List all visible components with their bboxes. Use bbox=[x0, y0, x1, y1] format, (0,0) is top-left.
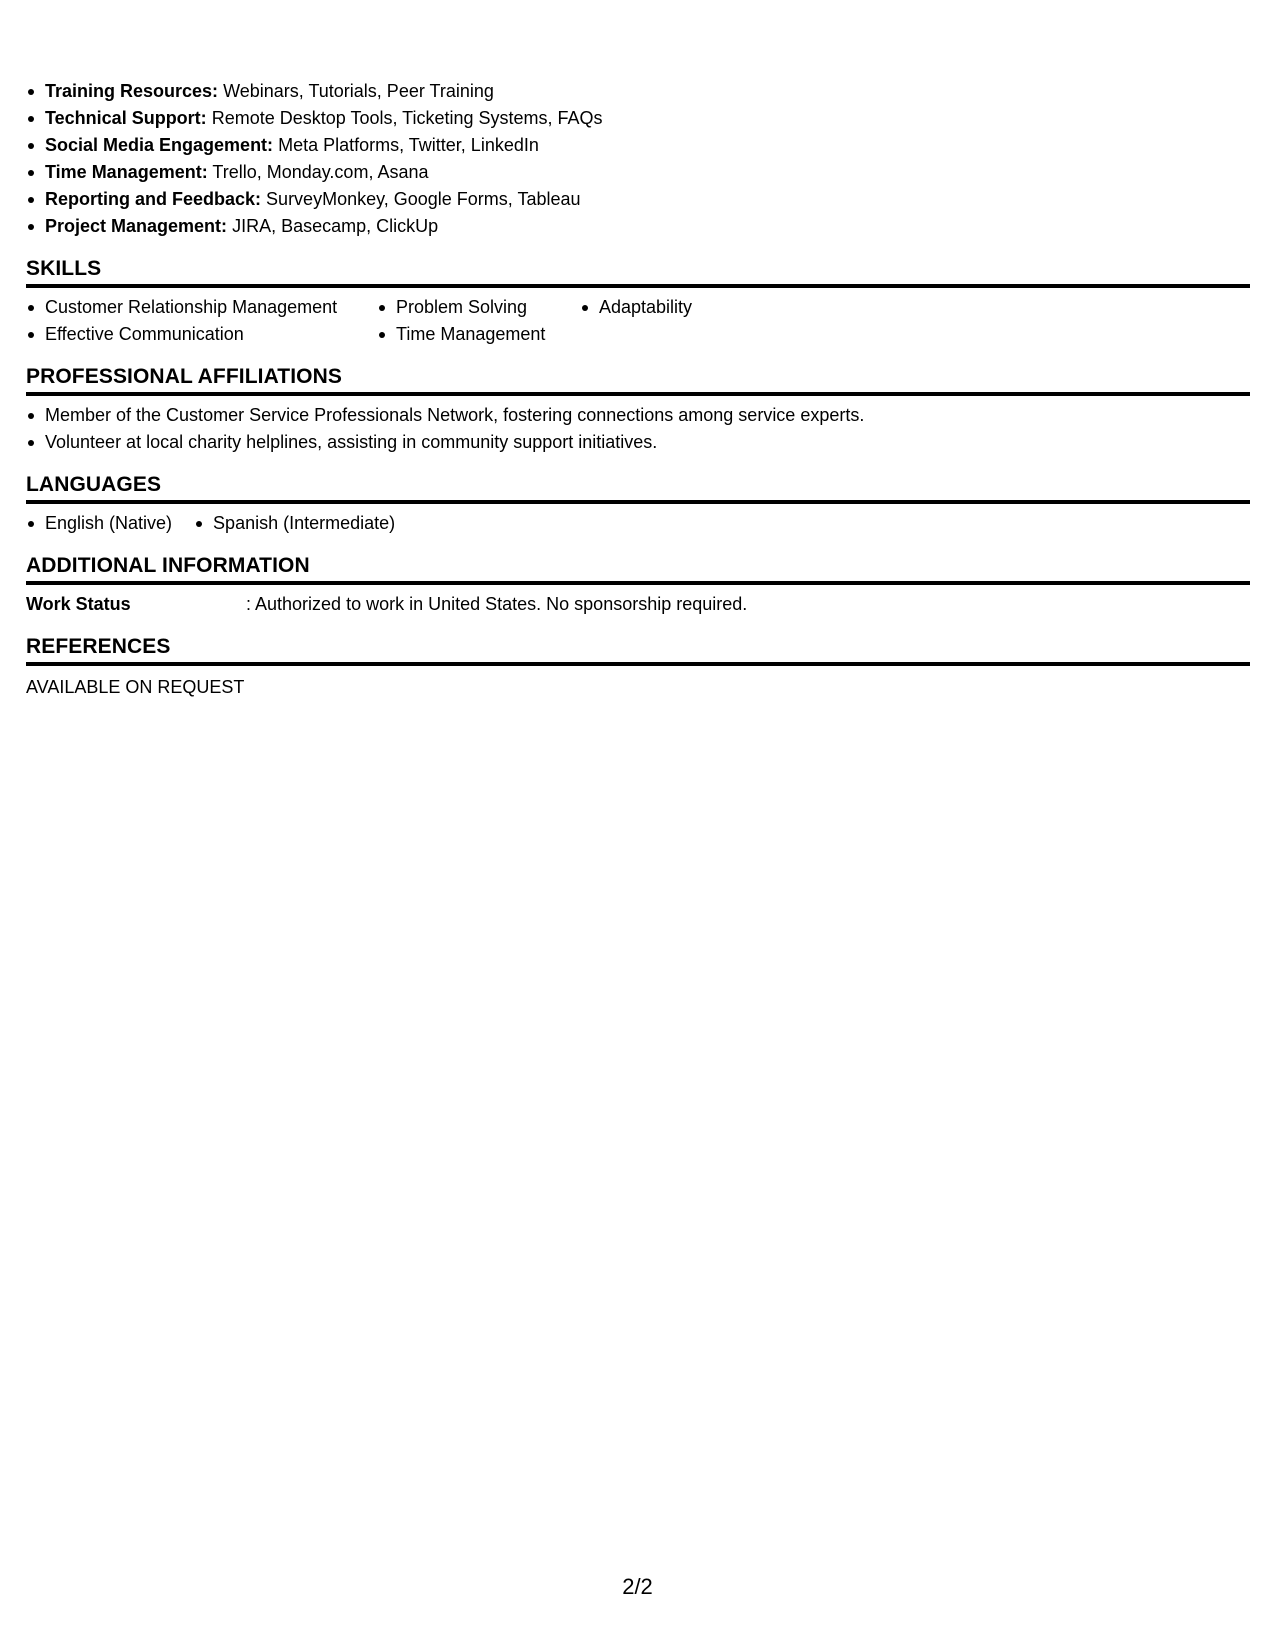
tool-category-label: Technical Support: bbox=[45, 108, 207, 128]
references-section bbox=[26, 634, 1250, 701]
list-item bbox=[26, 78, 1250, 105]
list-item: Problem Solving bbox=[377, 294, 580, 321]
tool-category-label: Training Resources: bbox=[45, 81, 219, 101]
section-title: ADDITIONAL INFORMATION bbox=[26, 553, 1250, 585]
resume-content bbox=[26, 78, 1250, 701]
section-title: REFERENCES bbox=[26, 634, 1250, 666]
list-item bbox=[26, 186, 1250, 213]
tool-category-value: Remote Desktop Tools, Ticketing Systems, FAQs bbox=[211, 108, 603, 128]
tool-category-value: Webinars, Tutorials, Peer Training bbox=[223, 81, 494, 101]
list-item: Volunteer at local charity helplines, assisting in community support initiatives. bbox=[26, 429, 1250, 456]
list-item: Customer Relationship Management bbox=[26, 294, 377, 321]
tool-category-value: Trello, Monday.com, Asana bbox=[212, 162, 429, 182]
work-status-label: Work Status bbox=[26, 594, 131, 614]
languages-list bbox=[26, 510, 1250, 537]
tool-category-value: JIRA, Basecamp, ClickUp bbox=[232, 216, 439, 236]
list-item bbox=[26, 159, 1250, 186]
tool-category-label: Reporting and Feedback: bbox=[45, 189, 262, 209]
work-status-value: : Authorized to work in United States. No sponsorship required. bbox=[246, 594, 748, 614]
list-item: English (Native) bbox=[26, 510, 172, 537]
page-number: 2/2 bbox=[622, 1574, 653, 1599]
skills-section bbox=[26, 256, 1250, 348]
section-title: LANGUAGES bbox=[26, 472, 1250, 504]
languages-section bbox=[26, 472, 1250, 537]
list-item bbox=[26, 132, 1250, 159]
section-title: SKILLS bbox=[26, 256, 1250, 288]
list-item: Adaptability bbox=[580, 294, 1250, 321]
work-status-row bbox=[26, 591, 1250, 618]
references-text: AVAILABLE ON REQUEST bbox=[26, 677, 245, 697]
tools-list bbox=[26, 78, 1250, 240]
list-item: Effective Communication bbox=[26, 321, 377, 348]
list-item: Time Management bbox=[377, 321, 580, 348]
list-item bbox=[26, 213, 1250, 240]
additional-info-section bbox=[26, 553, 1250, 618]
tool-category-label: Social Media Engagement: bbox=[45, 135, 274, 155]
tool-category-label: Project Management: bbox=[45, 216, 228, 236]
list-item: Member of the Customer Service Professionals Network, fostering connections among service experts. bbox=[26, 402, 1250, 429]
affiliations-list bbox=[26, 402, 1250, 456]
list-item bbox=[26, 105, 1250, 132]
list-item: Spanish (Intermediate) bbox=[194, 510, 395, 537]
tool-category-value: SurveyMonkey, Google Forms, Tableau bbox=[266, 189, 581, 209]
skills-list bbox=[26, 294, 1250, 348]
section-title: PROFESSIONAL AFFILIATIONS bbox=[26, 364, 1250, 396]
tool-category-label: Time Management: bbox=[45, 162, 208, 182]
affiliations-section bbox=[26, 364, 1250, 456]
tool-category-value: Meta Platforms, Twitter, LinkedIn bbox=[278, 135, 539, 155]
